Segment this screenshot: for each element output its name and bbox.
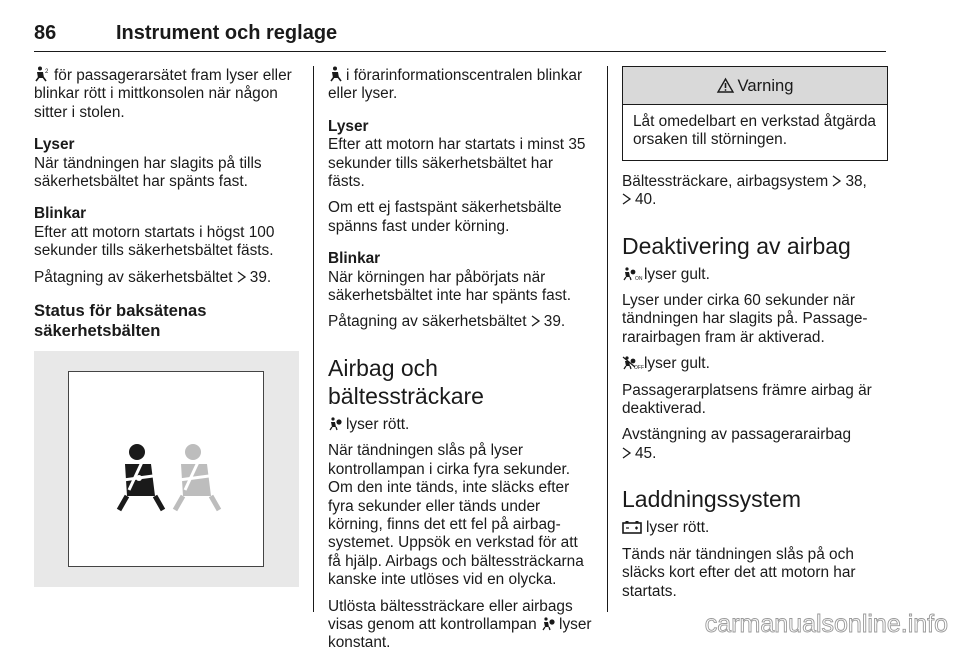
blinkar-label: Blinkar (328, 250, 381, 268)
page-header (34, 22, 886, 52)
paragraph: Passagerarplatsens främre airbag är deaktiverad. (622, 381, 872, 418)
page-reference-icon (622, 447, 631, 459)
warning-text: Låt omedelbart en verkstad åtgärda orsaken till störningen. (633, 113, 876, 149)
paragraph: Utlösta bältessträckare eller airbags visas genom att kontrollampan lyser konstant. (328, 597, 592, 652)
svg-text:OFF: OFF (634, 365, 644, 372)
paragraph: Påtagning av säkerhetsbältet 39. (34, 268, 272, 286)
paragraph: Efter att motorn startats i högst 100 sekunder tills säkerhetsbältet fästs. (34, 223, 275, 260)
svg-text:2: 2 (45, 69, 49, 75)
page-link[interactable]: 45. (635, 444, 657, 462)
lyser-label: Lyser (328, 117, 369, 135)
airbag-off-icon (622, 356, 644, 372)
page-reference-icon (237, 271, 246, 283)
blinkar-label: Blinkar (34, 205, 87, 223)
section-heading: Deaktivering av airbag (622, 232, 851, 259)
page-link[interactable]: 40. (635, 191, 657, 209)
page-reference-icon (622, 193, 631, 205)
warning-header (623, 67, 887, 105)
paragraph: Lyser under cirka 60 sekunder när tändningen har slagits på. Passage-rarairbagen fram är aktiverad. (622, 292, 868, 346)
warning-box (622, 66, 888, 161)
airbag-warning-icon (541, 617, 555, 631)
paragraph: Avstängning av passagerarairbag 45. (622, 426, 852, 462)
paragraph: i förarinformationscentralen blinkar eller lyser. (328, 67, 583, 103)
paragraph: Påtagning av säkerhetsbältet 39. (328, 313, 566, 331)
paragraph: Efter att motorn har startats i minst 35 sekunder tills säkerhetsbältet har fästs. (328, 136, 586, 191)
paragraph: Bältessträckare, airbagsystem 38, 40. (622, 172, 867, 209)
paragraph: lyser rött. (328, 416, 594, 434)
paragraph: När körningen har påbörjats när säkerhetsbältet inte har spänts fast. (328, 268, 571, 305)
paragraph: OFF lyser gult. (622, 355, 888, 373)
section-heading: Airbag och bältessträckare (328, 354, 484, 409)
page-reference-icon (832, 175, 841, 187)
seatbelt-fastened-icon (119, 444, 163, 510)
watermark (674, 608, 954, 638)
paragraph: Om ett ej fastspänt säkerhetsbälte spänns fast under körning. (328, 199, 562, 235)
warning-body (623, 105, 887, 160)
chapter-title: Instrument och reglage (116, 22, 338, 44)
svg-text:ON: ON (635, 275, 643, 282)
section-heading: Status för baksätenas säkerhetsbälten (34, 301, 207, 341)
airbag-warning-icon (328, 417, 342, 431)
warning-triangle-icon (717, 78, 734, 93)
airbag-on-icon (622, 267, 643, 282)
column-2 (328, 66, 594, 653)
battery-icon (622, 520, 642, 534)
column-divider (313, 66, 314, 612)
indicator-panel (68, 371, 264, 567)
column-3 (622, 66, 888, 601)
warning-title: Varning (737, 75, 794, 95)
paragraph: ON lyser gult. (622, 266, 888, 284)
page-link[interactable]: 39. (249, 268, 272, 286)
rear-seatbelt-figure (34, 351, 299, 587)
page-number: 86 (34, 22, 57, 44)
seatbelt-unfastened-icon (175, 444, 219, 510)
column-1 (34, 66, 299, 587)
lyser-label: Lyser (34, 136, 75, 154)
paragraph: Tänds när tändningen slås på och släcks kort efter det att motorn har startats. (622, 545, 856, 600)
page-reference-icon (531, 315, 540, 327)
paragraph: 2 för passagerarsätet fram lyser eller blinkar rött i mittkonsolen när någon sitter i stolen. (34, 67, 292, 121)
page-link[interactable]: 39. (543, 313, 566, 331)
watermark-text: carmanualsonline.info (704, 610, 948, 638)
paragraph: lyser rött. (622, 519, 888, 537)
page-link[interactable]: 38, (845, 172, 867, 190)
seatbelt-passenger-icon (34, 66, 50, 82)
column-divider (607, 66, 608, 612)
paragraph: När tändningen slås på lyser kontrollampan i cirka fyra sekunder. Om den inte tänds, inte släcks efter fyra sekunder eller tänds under körning, finns det ett fel på airbag-systemet. Uppsök en verkstad för att få hjälp. Airbags och bältessträckarna kanske inte utlöses vid en olycka. (328, 442, 584, 589)
paragraph: När tändningen har slagits på tills säkerhetsbältet har spänts fast. (34, 154, 262, 191)
seatbelt-indicators-illustration (69, 372, 262, 565)
seatbelt-driver-icon (328, 66, 342, 82)
section-heading: Laddningssystem (622, 486, 801, 513)
